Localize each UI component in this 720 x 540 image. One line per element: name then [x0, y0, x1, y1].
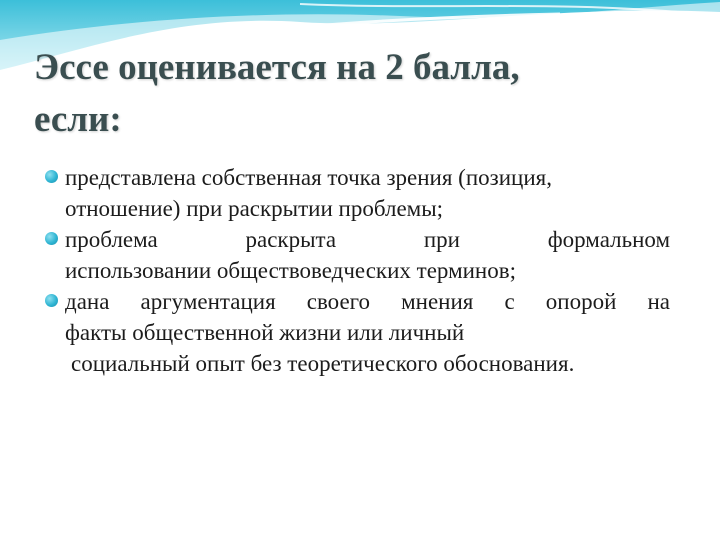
- bullet-dot-icon: [45, 170, 58, 183]
- slide-title: [34, 42, 674, 146]
- criteria-item-2: [42, 224, 670, 286]
- criteria-item-2-line-2: использовании обществоведческих терминов;: [65, 258, 516, 283]
- criteria-item-2-line-1: проблема раскрыта при формальном: [65, 227, 670, 252]
- bullet-dot-icon: [45, 232, 58, 245]
- criteria-item-1-line-1: представлена собственная точка зрения (позиция,: [65, 165, 552, 190]
- criteria-item-3-line-2: факты общественной жизни или личный: [65, 320, 465, 345]
- criteria-item-1: [42, 162, 670, 224]
- bullet-dot-icon: [45, 294, 58, 307]
- criteria-item-1-line-2: отношение) при раскрытии проблемы;: [65, 196, 444, 221]
- criteria-item-3: [42, 286, 670, 379]
- slide-title-line-2: если:: [34, 99, 122, 140]
- criteria-item-3-line-1: дана аргументация своего мнения с опорой на: [65, 289, 670, 314]
- criteria-list: [42, 162, 670, 379]
- slide-title-line-1: Эссе оценивается на 2 балла,: [34, 47, 520, 88]
- criteria-item-3-line-3: социальный опыт без теоретического обоснования.: [71, 351, 575, 376]
